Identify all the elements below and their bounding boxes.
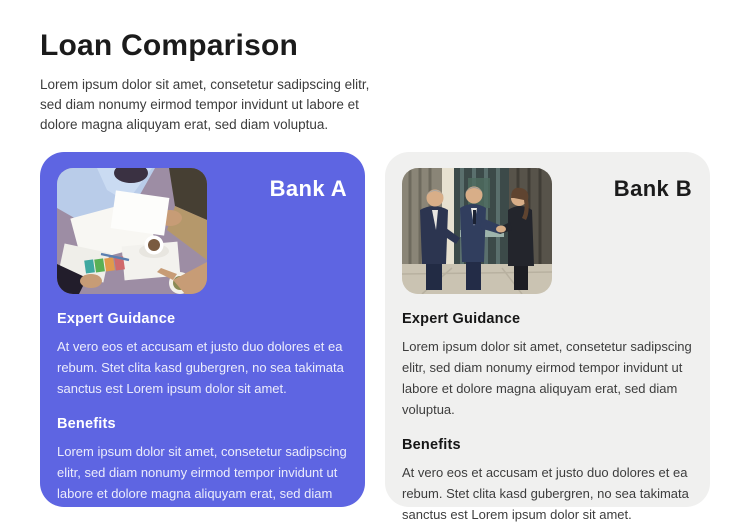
bank-b-photo — [402, 168, 552, 294]
bank-b-guidance-heading: Expert Guidance — [402, 311, 521, 327]
bank-b-card — [385, 152, 710, 522]
bank-b-section-guidance — [402, 311, 694, 420]
bank-a-benefits-body: Lorem ipsum dolor sit amet, consetetur sadipscing elitr, sed diam nonumy eirmod tempor invidunt ut labore et dolore magna aliquyam erat, sed diam voluptua. — [57, 444, 347, 522]
bank-a-guidance-body: At vero eos et accusam et justo duo dolores et ea rebum. Stet clita kasd gubergren, no sea takimata sanctus est Lorem ipsum dolor sit amet. — [57, 339, 344, 396]
team-meeting-illustration — [57, 168, 207, 294]
bank-a-benefits-heading: Benefits — [57, 416, 116, 432]
comparison-cards-row — [40, 152, 710, 522]
bank-b-benefits-heading: Benefits — [402, 437, 461, 453]
bank-a-section-guidance — [57, 311, 349, 399]
bank-a-section-benefits — [57, 416, 349, 525]
bank-a-card — [40, 152, 365, 522]
bank-b-title: Bank B — [613, 176, 692, 201]
page-subtitle: Lorem ipsum dolor sit amet, consetetur sadipscing elitr, sed diam nonumy eirmod tempor invidunt ut labore et dolore magna aliquyam erat, sed diam voluptua. — [40, 77, 370, 132]
bank-a-title: Bank A — [269, 176, 347, 201]
bank-a-guidance-heading: Expert Guidance — [57, 311, 176, 327]
handshake-illustration — [402, 168, 552, 294]
bank-b-guidance-body: Lorem ipsum dolor sit amet, consetetur sadipscing elitr, sed diam nonumy eirmod tempor invidunt ut labore et dolore magna aliquyam erat, sed diam voluptua. — [402, 339, 692, 417]
bank-b-card-top — [402, 168, 694, 294]
bank-a-photo — [57, 168, 207, 294]
bank-b-section-benefits — [402, 437, 694, 525]
bank-b-benefits-body: At vero eos et accusam et justo duo dolores et ea rebum. Stet clita kasd gubergren, no sea takimata sanctus est Lorem ipsum dolor sit amet. — [402, 465, 689, 522]
page-title: Loan Comparison — [40, 29, 299, 62]
bank-a-card-top — [57, 168, 349, 294]
